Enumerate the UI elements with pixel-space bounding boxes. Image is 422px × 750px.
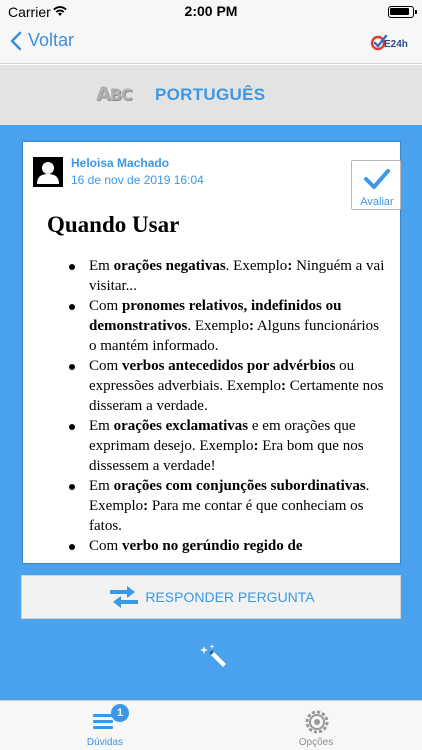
status-bar — [0, 0, 422, 24]
author-name: Heloisa Machado — [71, 156, 170, 170]
abc-icon: ABC — [96, 83, 132, 105]
main-content — [0, 125, 422, 700]
chevron-left-icon — [10, 31, 22, 51]
magic-wand-icon[interactable] — [198, 642, 228, 677]
notification-badge: 1 — [111, 704, 129, 722]
answer-list — [47, 256, 387, 555]
back-button[interactable] — [10, 30, 74, 51]
list-item: Com verbo no gerúndio regido de — [47, 536, 387, 555]
tab-duvidas[interactable] — [55, 701, 155, 750]
rate-button-label: Avaliar — [360, 196, 394, 208]
tab-bar — [0, 700, 422, 750]
list-item: Em orações com conjunções subordinativas. Exemplo: Para me contar é que conheciam os fatos. — [47, 476, 387, 536]
subject-header — [0, 65, 422, 125]
gear-icon — [304, 709, 330, 735]
subject-title: PORTUGUÊS — [155, 85, 266, 104]
logo-text: E24h — [384, 39, 408, 50]
tab-opcoes-label: Opções — [298, 737, 334, 748]
answer-card — [22, 141, 401, 564]
tab-opcoes[interactable] — [266, 701, 366, 750]
list-item: Em orações exclamativas e em orações que exprimam desejo. Exemplo: Era bom que nos dissessem a verdade! — [47, 416, 387, 476]
carrier-label: Carrier — [8, 4, 51, 20]
user-silhouette-icon — [37, 160, 59, 184]
list-item: Com pronomes relativos, indefinidos ou demonstrativos. Exemplo: Alguns funcionários o mantém informado. — [47, 296, 387, 356]
app-logo — [370, 32, 410, 59]
navigation-bar — [0, 24, 422, 64]
clock: 2:00 PM — [184, 3, 238, 19]
answer-header — [31, 154, 394, 208]
post-date: 16 de nov de 2019 16:04 — [71, 173, 204, 187]
list-item: Em orações negativas. Exemplo: Ninguém a vai visitar... — [47, 256, 387, 296]
back-button-label: Voltar — [28, 30, 75, 50]
list-item: Com verbos antecedidos por advérbios ou expressões adverbiais. Exemplo: Certamente nos disseram a verdade. — [47, 356, 387, 416]
checkmark-icon — [363, 167, 391, 191]
answer-body — [47, 212, 387, 555]
reply-button-label: RESPONDER PERGUNTA — [145, 589, 315, 605]
tab-duvidas-label: Dúvidas — [86, 737, 124, 748]
swap-arrows-icon — [107, 585, 141, 609]
avatar — [33, 157, 63, 187]
rate-button[interactable] — [351, 160, 401, 210]
battery-icon — [388, 6, 414, 18]
reply-question-button[interactable] — [21, 575, 401, 619]
answer-heading: Quando Usar — [47, 212, 180, 237]
